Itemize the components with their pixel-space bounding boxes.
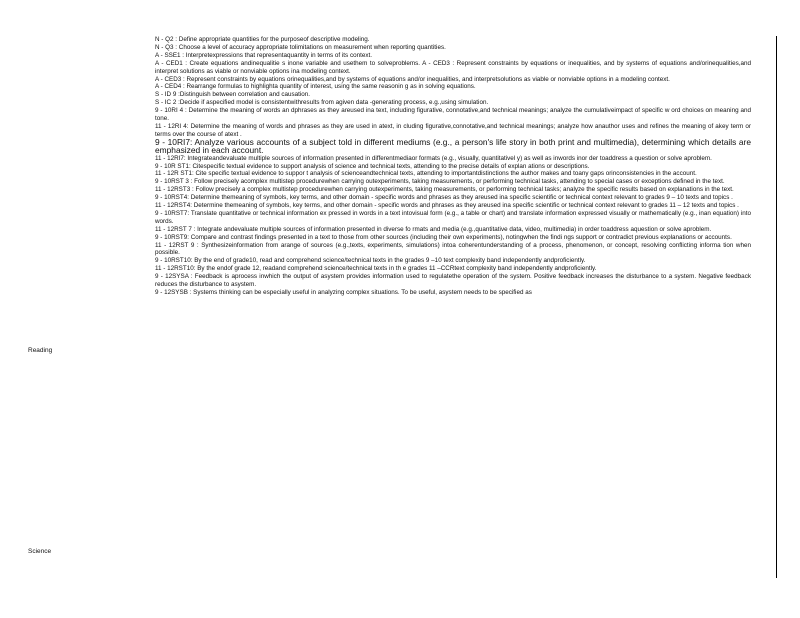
standard-9-10rst9: 9 - 10RST9: Compare and contrast findings presented in a text to those from other sources (including their own experiments), notingwhen the findi ngs support or contradict previous explanations or accounts. (155, 233, 732, 241)
standard-a-sse1: A - SSE1 : Interpretexpressions that representaquantity in terms of its context. (155, 51, 372, 59)
standard-9-12sysa: 9 - 12SYSA : Feedback is aprocess inwhich the output of asystem provides information used to regulatethe operation of the system. Positive feedback increases the disturbance to a system. Negative feedback reduces the disturbance to asystem. (155, 273, 751, 289)
standard-11-12rst3: 11 - 12RST3 : Follow precisely a complex multistep procedurewhen carrying outexperiments, taking measurements, or performing technical tasks; analyze the specific results based on explanations in the text. (155, 186, 734, 194)
section-label-reading: Reading (28, 347, 53, 354)
standard-11-12ri4: 11 - 12RI 4: Determine the meaning of words and phrases as they are used in atext, in cluding figurative,connotative,and technical meanings; analyze how anauthor uses and refines the meaning of akey term or terms over the course of atext . (155, 122, 751, 138)
standard-n-q2: N - Q2 : Define appropriate quantities for the purposeof descriptive modeling. (155, 36, 370, 43)
standard-s-id9: S - ID 9 :Distinguish between correlation and causation. (155, 91, 311, 99)
standard-11-12rst4: 11 - 12RST4: Determine themeaning of symbols, key terms, and other domain - specific words and phrases as they areused ina specific scientific or technical context relevant to grades 11 – 12 texts and topics . (155, 202, 739, 210)
standard-11-12rst1: 11 - 12R ST1: Cite specific textual evidence to suppor t analysis of scienceandtechnical texts, attending to importantdistinctions the author makes and toany gaps orinconsistencies in the account. (155, 170, 697, 178)
standard-9-10ri7: 9 - 10RI7: Analyze various accounts of a subject told in different mediums (e.g., a person's life story in both print and multimedia), determining which details are emphasized in each account. (155, 136, 751, 155)
standard-a-ced3: A - CED3 : Represent constraints by equations orinequalities,and by systems of equations and/or inequalities, and interpretsolutions as viable or nonviable options in a modeling context. (155, 75, 670, 83)
standard-11-12rst10: 11 - 12RST10: By the endof grade 12, readand comprehend science/technical texts in th e grades 11 –CCRtext complexity band independently andproficiently. (155, 265, 597, 273)
standard-a-ced4: A - CED4 : Rearrange formulas to highlighta quantity of interest, using the same reasonin g as in solving equations. (155, 83, 476, 91)
standard-11-12ri7: 11 - 12RI7: Integrateandevaluate multiple sources of information presented in differentmediaor formats (e.g., visually, quantitativel y) as well as inwords inor der toaddress a question or solve aproblem. (155, 154, 712, 162)
standards-list (155, 36, 751, 297)
standard-n-q3: N - Q3 : Choose a level of accuracy appropriate tolimitations on measurement when reporting quantities. (155, 43, 446, 51)
section-label-science: Science (28, 548, 52, 555)
standard-9-10rst7: 9 - 10RST7: Translate quantitative or technical information ex pressed in words in a text intovisual form (e.g., a table or chart) and translate information expressed visually or mathematically (e.g., inan equation) into words. (155, 209, 751, 225)
standard-11-12rst7: 11 - 12RST 7 : Integrate andevaluate multiple sources of information presented in diverse fo rmats and media (e.g.,quantitative data, video, multimedia) in order toaddress aquestion or solve aproblem. (155, 225, 712, 233)
standard-s-ic2: S - IC 2 :Decide if aspecified model is consistentwithresults from agiven data -generating process, e.g.,using simulation. (155, 99, 489, 107)
standard-11-12rst9: 11 - 12RST 9 : Synthesizeinformation from arange of sources (e.g.,texts, experiments, simulations) intoa coherentunderstanding of a process, phenomenon, or concept, resolving conflicting informa tion when possible. (155, 241, 751, 257)
standard-9-10rst3: 9 - 10RST 3 : Follow precisely acomplex multistep procedurewhen carrying outexperiments, taking measurements, or performing technical tasks, attending to special cases or exceptions defined in the text. (155, 178, 725, 186)
right-border-line (776, 36, 777, 578)
standard-a-ced1: A - CED1 : Create equations andinequalitie s inone variable and usethem to solveproblems. A - CED3 : Represent constraints by equations or inequalities, and by systems of equations and/orinequalities,and interpret solutions as viable or nonviable options ina modeling context. (155, 59, 751, 75)
standard-9-10rst10: 9 - 10RST10: By the end of grade10, read and comprehend science/technical texts in the grades 9 –10 text complexity band independently andproficiently. (155, 257, 586, 265)
standard-9-10rst4: 9 - 10RST4: Determine themeaning of symbols, key terms, and other domain - specific words and phrases as they areused ina specific scientific or technical context relevant to grades 9 – 10 texts and topics . (155, 194, 733, 202)
standard-9-10rst1: 9 - 10R ST1: Citespecific textual evidence to support analysis of science and technical texts, attending to the precise details of explan ations or descriptions. (155, 162, 590, 170)
standard-9-10ri4: 9 - 10RI 4 : Determine the meaning of words an dphrases as they areused ina text, including figurative, connotative,and technical meanings; analyze the cumulativeimpact of specific w ord choices on meaning and tone. (155, 107, 751, 123)
standard-9-12sysb: 9 - 12SYSB : Systems thinking can be especially useful in analyzing complex situations. To be useful, asystem needs to be specified as (155, 289, 532, 296)
